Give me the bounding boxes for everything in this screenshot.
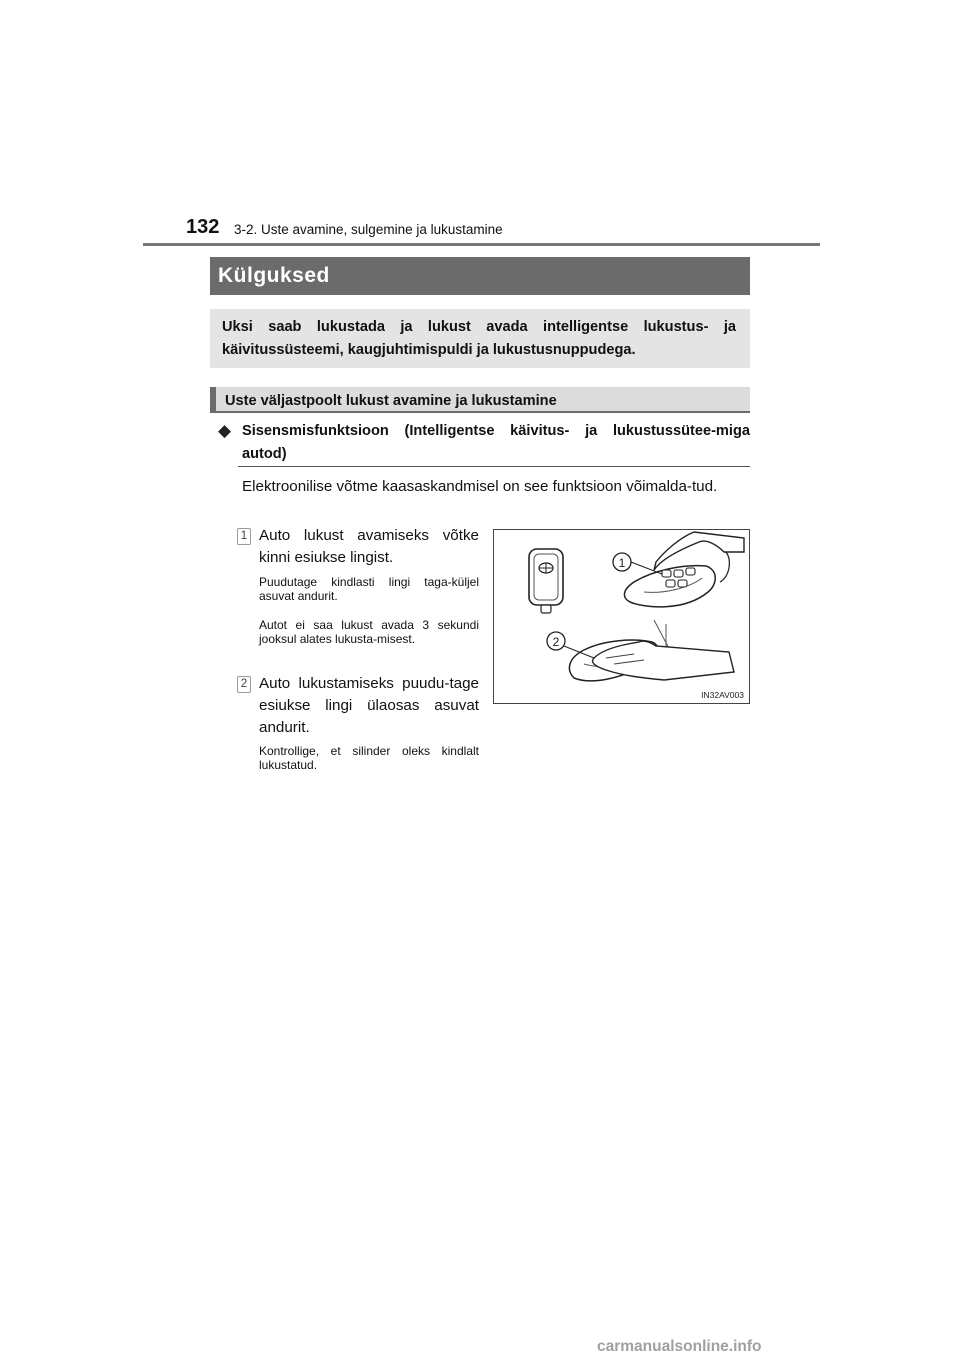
step-1-note-1: Puudutage kindlasti lingi taga-küljel asuvat andurit. (259, 575, 479, 603)
step-number-2: 2 (237, 675, 251, 691)
header-rule (143, 243, 820, 246)
topic-rule (238, 466, 750, 467)
chapter-title: 3-2. Uste avamine, sulgemine ja lukustamine (234, 222, 503, 237)
callout-1 (613, 553, 662, 574)
intro-box: Uksi saab lukustada ja lukust avada intelligentse lukustus- ja käivitussüsteemi, kaugjuhtimispuldi ja lukustusnuppudega. (210, 309, 750, 368)
subsection-title: Uste väljastpoolt lukust avamine ja lukustamine (210, 387, 750, 413)
section-title: Külguksed (210, 257, 750, 295)
illustration-drawing (494, 530, 751, 705)
topic-heading: Sisensmisfunktsioon (Intelligentse käivitus- ja lukustussütee-miga autod) (242, 423, 750, 462)
smart-key-icon (529, 549, 563, 613)
watermark: carmanualsonline.info (597, 1338, 762, 1355)
step-2-note-1: Kontrollige, et silinder oleks kindlalt lukustatud. (259, 744, 479, 772)
illustration-code: IN32AV003 (701, 690, 744, 700)
step-text-1: Auto lukust avamiseks võtke kinni esiukse lingist. (259, 527, 479, 566)
page-number: 132 (186, 216, 220, 238)
step-1-note-2: Autot ei saa lukust avada 3 sekundi jooksul alates lukusta-misest. (259, 618, 479, 646)
svg-text:1: 1 (618, 556, 626, 570)
topic-description: Elektroonilise võtme kaasaskandmisel on see funktsioon võimalda-tud. (242, 478, 718, 495)
door-handle-illustration (493, 529, 750, 704)
step-text-2: Auto lukustamiseks puudu-tage esiukse lingi ülaosas asuvat andurit. (259, 675, 479, 736)
diamond-bullet-icon: ◆ (218, 421, 232, 440)
step-number-1: 1 (237, 527, 251, 543)
svg-text:2: 2 (552, 635, 560, 649)
